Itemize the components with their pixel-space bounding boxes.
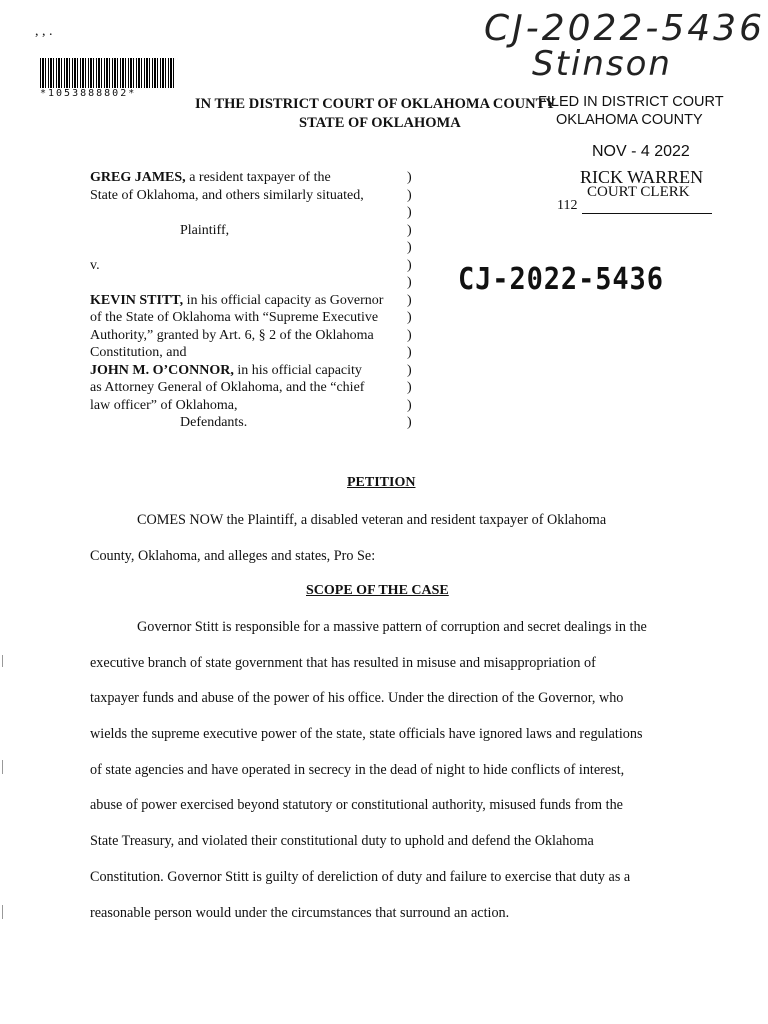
defendant2-line2: as Attorney General of Oklahoma, and the “chief bbox=[90, 380, 365, 395]
defendant1-line2: of the State of Oklahoma with “Supreme Executive bbox=[90, 310, 379, 325]
paren: ) bbox=[407, 397, 412, 413]
intro-line2: County, Oklahoma, and alleges and states, Pro Se: bbox=[90, 548, 376, 564]
paren: ) bbox=[407, 240, 412, 255]
defendant2-desc: in his official capacity bbox=[233, 362, 362, 378]
caption-parentheses bbox=[407, 169, 412, 432]
scan-mark bbox=[2, 655, 3, 667]
paren: ) bbox=[407, 257, 412, 273]
paren: ) bbox=[407, 170, 412, 185]
scope-line: executive branch of state government that has resulted in misuse and misappropriation of bbox=[90, 655, 596, 671]
versus: v. bbox=[90, 257, 100, 273]
paren: ) bbox=[407, 275, 412, 290]
scope-line: taxpayer funds and abuse of the power of his office. Under the direction of the Governor, who bbox=[90, 690, 624, 706]
handwritten-case-number: CJ-2022-5436 bbox=[484, 8, 765, 49]
plaintiff-line2: State of Oklahoma, and others similarly situated, bbox=[90, 187, 364, 203]
barcode bbox=[40, 58, 175, 88]
filed-stamp-line2: OKLAHOMA COUNTY bbox=[556, 112, 703, 128]
scope-line: Governor Stitt is responsible for a massive pattern of corruption and secret dealings in the bbox=[137, 619, 647, 635]
court-name: IN THE DISTRICT COURT OF OKLAHOMA COUNTY bbox=[195, 96, 556, 112]
scope-line: reasonable person would under the circumstances that surround an action. bbox=[90, 905, 510, 921]
paren: ) bbox=[407, 362, 412, 378]
filed-date: NOV - 4 2022 bbox=[592, 143, 690, 160]
handwritten-judge-name: Stinson bbox=[532, 44, 672, 84]
paren: ) bbox=[407, 380, 412, 395]
scope-line: State Treasury, and violated their constitutional duty to uphold and defend the Oklahoma bbox=[90, 833, 594, 849]
defendant2-line3: law officer” of Oklahoma, bbox=[90, 397, 238, 413]
defendant1-name: KEVIN STITT, bbox=[90, 292, 184, 308]
defendant1-line1 bbox=[90, 292, 410, 310]
defendant1-line4: Constitution, and bbox=[90, 345, 187, 360]
paren: ) bbox=[407, 205, 412, 220]
paren: ) bbox=[407, 187, 412, 203]
clerk-title: COURT CLERK bbox=[587, 184, 690, 200]
plaintiff-desc: a resident taxpayer of the bbox=[185, 170, 331, 185]
defendant1-line3: Authority,” granted by Art. 6, § 2 of the Oklahoma bbox=[90, 327, 374, 343]
paren: ) bbox=[407, 222, 412, 238]
clerk-signature-line bbox=[582, 213, 712, 214]
clerk-number: 112 bbox=[557, 198, 578, 213]
plaintiff-line1 bbox=[90, 169, 410, 187]
petition-title: PETITION bbox=[347, 475, 416, 490]
defendant1-desc: in his official capacity as Governor bbox=[183, 292, 384, 308]
scope-line: Constitution. Governor Stitt is guilty of dereliction of duty and failure to exercise that duty as a bbox=[90, 869, 631, 885]
paren: ) bbox=[407, 310, 412, 325]
scope-line: of state agencies and have operated in secrecy in the dead of night to hide conflicts of interest, bbox=[90, 762, 625, 778]
scope-line: wields the supreme executive power of the state, state officials have ignored laws and regulations bbox=[90, 726, 643, 742]
scan-mark bbox=[2, 760, 3, 774]
stray-marks: , , . bbox=[35, 24, 53, 39]
clerk-name: RICK WARREN bbox=[580, 167, 704, 187]
caption-block bbox=[90, 169, 410, 432]
plaintiff-label: Plaintiff, bbox=[180, 222, 230, 238]
paren: ) bbox=[407, 292, 412, 308]
plaintiff-name: GREG JAMES, bbox=[90, 170, 186, 185]
paren: ) bbox=[407, 415, 412, 430]
stamped-case-number: CJ-2022-5436 bbox=[458, 262, 664, 297]
intro-line1: COMES NOW the Plaintiff, a disabled veteran and resident taxpayer of Oklahoma bbox=[137, 512, 607, 528]
defendant2-name: JOHN M. O’CONNOR, bbox=[90, 362, 234, 378]
barcode-number: *1053888802* bbox=[40, 88, 137, 99]
scope-heading: SCOPE OF THE CASE bbox=[306, 583, 449, 598]
scan-mark bbox=[2, 905, 3, 919]
paren: ) bbox=[407, 345, 412, 360]
defendant2-line1 bbox=[90, 362, 410, 380]
defendants-label: Defendants. bbox=[180, 415, 248, 430]
scope-line: abuse of power exercised beyond statutory or constitutional authority, misused funds from the bbox=[90, 797, 623, 813]
court-state: STATE OF OKLAHOMA bbox=[299, 115, 461, 131]
filed-stamp-line1: FILED IN DISTRICT COURT bbox=[538, 94, 724, 110]
paren: ) bbox=[407, 327, 412, 343]
